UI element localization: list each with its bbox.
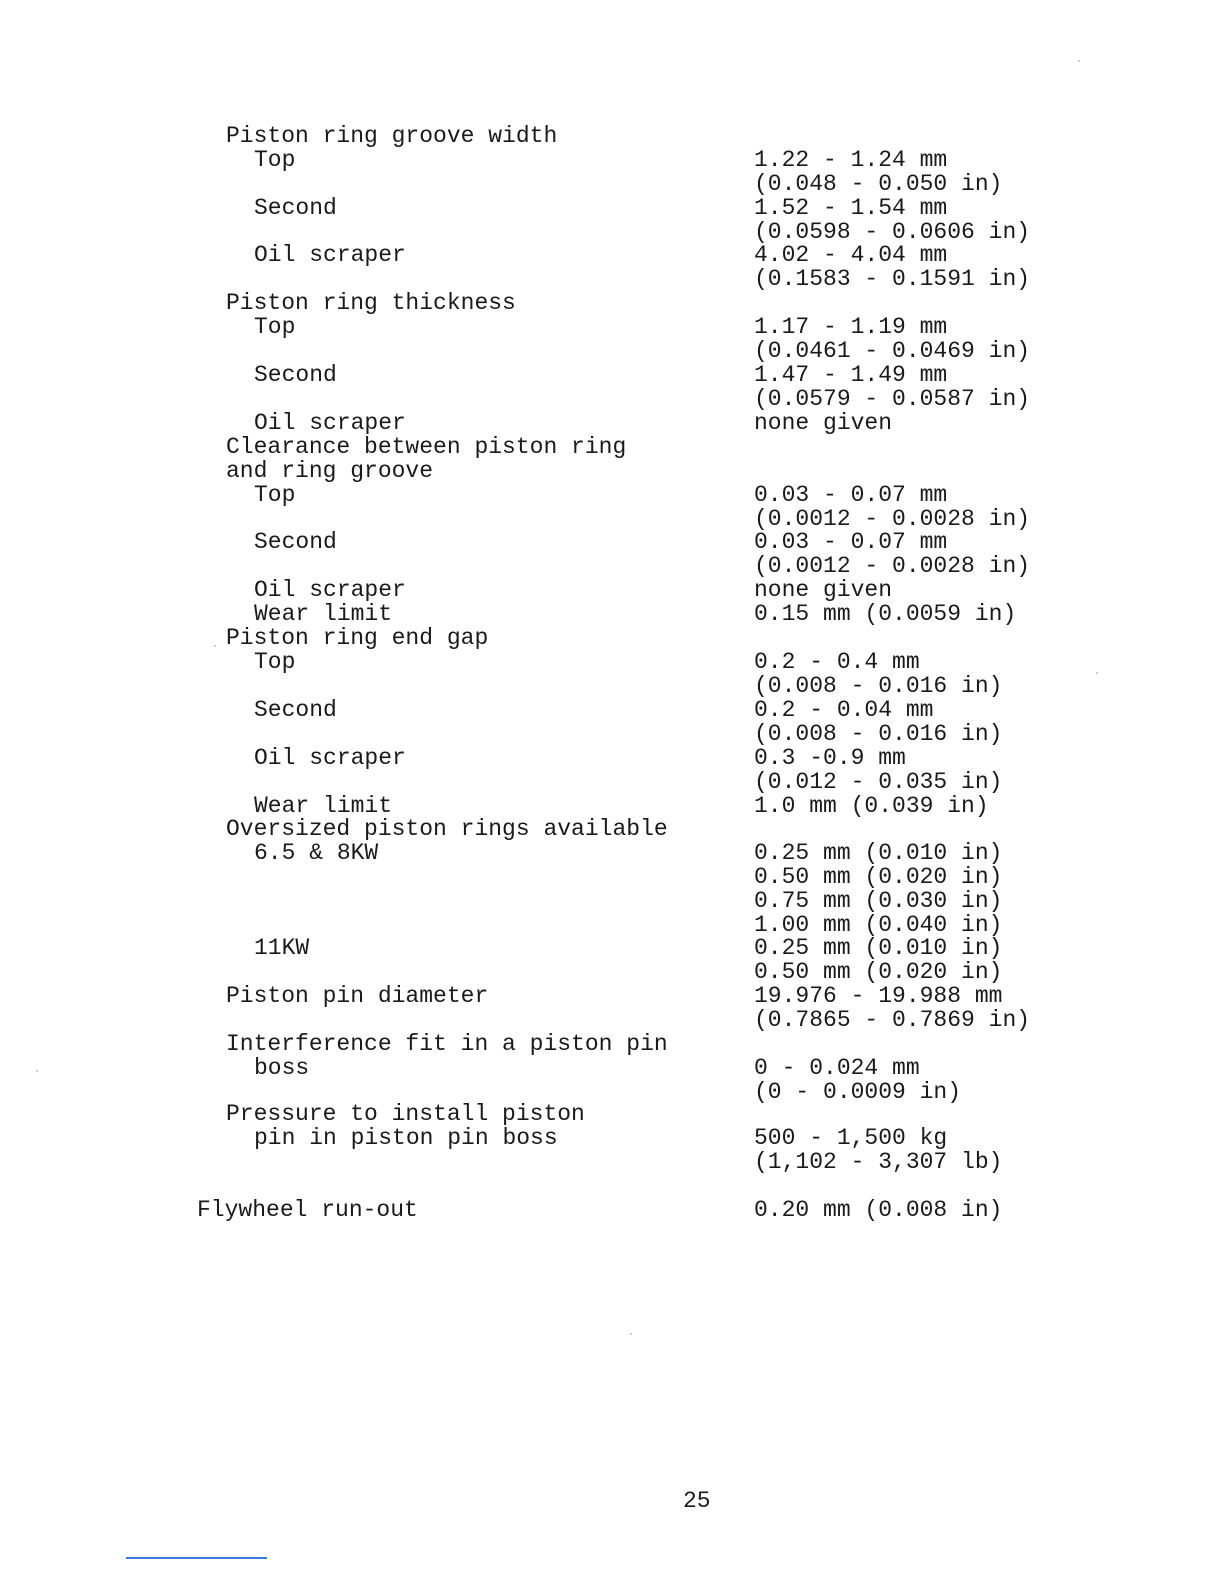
spec-value: 0.50 mm (0.020 in)	[754, 959, 1003, 985]
spec-label: Second	[254, 529, 337, 555]
spec-label-flywheel: Flywheel run-out	[197, 1197, 418, 1223]
spec-value: 19.976 - 19.988 mm	[754, 983, 1003, 1009]
spec-label: Top	[254, 314, 296, 340]
spec-value: (0.012 - 0.035 in)	[754, 769, 1003, 795]
spec-value: 1.47 - 1.49 mm	[754, 362, 948, 388]
spec-value: (0.7865 - 0.7869 in)	[754, 1007, 1031, 1033]
section-heading-clearance-cont: and ring groove	[226, 458, 434, 484]
spec-value: (0.0012 - 0.0028 in)	[754, 553, 1031, 579]
spec-label: Oil scraper	[254, 577, 406, 603]
spec-label: Top	[254, 649, 296, 675]
spec-value: (0.008 - 0.016 in)	[754, 673, 1003, 699]
scan-speck	[1078, 60, 1080, 62]
scan-speck	[1096, 672, 1098, 674]
spec-value: (0.008 - 0.016 in)	[754, 721, 1003, 747]
spec-value: 0.15 mm (0.0059 in)	[754, 601, 1017, 627]
spec-value: none given	[754, 410, 893, 436]
section-heading-clearance: Clearance between piston ring	[226, 434, 627, 460]
spec-label: Oil scraper	[254, 410, 406, 436]
spec-label-interference: Interference fit in a piston pin	[226, 1031, 668, 1057]
spec-value: 0 - 0.024 mm	[754, 1055, 920, 1081]
spec-label-pressure-cont: pin in piston pin boss	[254, 1125, 558, 1151]
section-heading-end-gap: Piston ring end gap	[226, 625, 489, 651]
spec-value: (0 - 0.0009 in)	[754, 1079, 962, 1105]
spec-value: 1.52 - 1.54 mm	[754, 195, 948, 221]
spec-value: 1.22 - 1.24 mm	[754, 147, 948, 173]
spec-value: 0.50 mm (0.020 in)	[754, 864, 1003, 890]
spec-value: (0.0012 - 0.0028 in)	[754, 506, 1031, 532]
section-heading-groove-width: Piston ring groove width	[226, 123, 558, 149]
spec-label-pin-diameter: Piston pin diameter	[226, 983, 489, 1009]
spec-value: 0.20 mm (0.008 in)	[754, 1197, 1003, 1223]
spec-value: (0.0579 - 0.0587 in)	[754, 386, 1031, 412]
spec-value: (0.0461 - 0.0469 in)	[754, 338, 1031, 364]
spec-value: 4.02 - 4.04 mm	[754, 242, 948, 268]
spec-value: 0.3 -0.9 mm	[754, 745, 906, 771]
spec-label: Oil scraper	[254, 745, 406, 771]
spec-value: none given	[754, 577, 893, 603]
spec-value: 0.03 - 0.07 mm	[754, 482, 948, 508]
spec-label: Second	[254, 697, 337, 723]
spec-label-interference-cont: boss	[254, 1055, 310, 1081]
spec-value: 0.25 mm (0.010 in)	[754, 935, 1003, 961]
page-number: 25	[683, 1488, 711, 1514]
spec-value: 500 - 1,500 kg	[754, 1125, 948, 1151]
spec-label: Wear limit	[254, 793, 393, 819]
spec-value: 0.2 - 0.4 mm	[754, 649, 920, 675]
spec-label: Second	[254, 195, 337, 221]
section-heading-thickness: Piston ring thickness	[226, 290, 516, 316]
spec-value: (0.0598 - 0.0606 in)	[754, 219, 1031, 245]
spec-value: 0.25 mm (0.010 in)	[754, 840, 1003, 866]
spec-value: 0.75 mm (0.030 in)	[754, 888, 1003, 914]
spec-label: Oil scraper	[254, 242, 406, 268]
spec-label: Top	[254, 482, 296, 508]
scan-speck	[630, 1333, 632, 1335]
spec-label: 6.5 & 8KW	[254, 840, 379, 866]
spec-label-pressure: Pressure to install piston	[226, 1101, 585, 1127]
footer-rule	[126, 1557, 267, 1559]
section-heading-oversized: Oversized piston rings available	[226, 816, 668, 842]
spec-value: 1.0 mm (0.039 in)	[754, 793, 989, 819]
spec-value: (0.048 - 0.050 in)	[754, 171, 1003, 197]
spec-value: 0.03 - 0.07 mm	[754, 529, 948, 555]
spec-label: Top	[254, 147, 296, 173]
spec-value: (1,102 - 3,307 lb)	[754, 1149, 1003, 1175]
scan-speck	[36, 1070, 38, 1072]
scan-speck	[214, 645, 216, 647]
spec-value: (0.1583 - 0.1591 in)	[754, 266, 1031, 292]
spec-value: 1.17 - 1.19 mm	[754, 314, 948, 340]
spec-label: Second	[254, 362, 337, 388]
spec-value: 1.00 mm (0.040 in)	[754, 912, 1003, 938]
spec-label: 11KW	[254, 935, 310, 961]
spec-value: 0.2 - 0.04 mm	[754, 697, 934, 723]
spec-label: Wear limit	[254, 601, 393, 627]
